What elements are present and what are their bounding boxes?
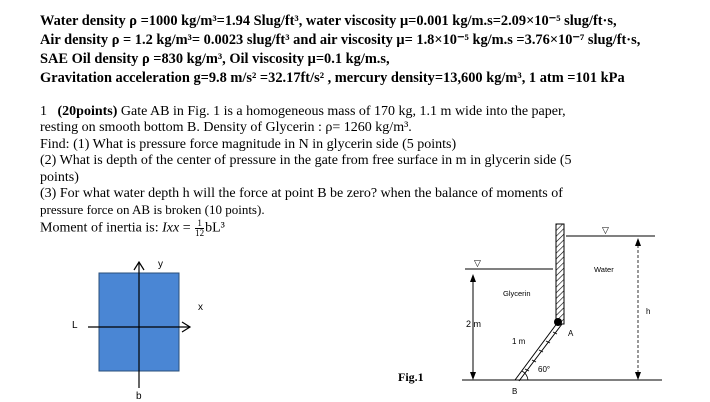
problem-density: resting on smooth bottom B. Density of Glycerin : ρ= 1260 kg/m³. <box>40 120 412 136</box>
question-3: (3) For what water depth h will the force at point B be zero? when the balance of moments of <box>40 186 563 202</box>
gate-ab <box>515 322 558 380</box>
problem-intro-text: Gate AB in Fig. 1 is a homogeneous mass of 170 kg, 1.1 m wide into the paper, <box>120 104 566 119</box>
gate-figure <box>462 224 662 396</box>
question-2: (2) What is depth of the center of pressure in the gate from free surface in m in glycerin side (5 <box>40 153 572 169</box>
gate-length-label: 1 m <box>512 337 526 346</box>
h-label: h <box>646 307 651 316</box>
glycerin-label: Glycerin <box>503 289 531 298</box>
inertia-equals: = <box>179 220 195 236</box>
depth-arrow-bottom <box>470 372 476 380</box>
cross-section-diagram <box>72 259 203 402</box>
question-3-cont: pressure force on AB is broken (10 points). <box>40 202 265 218</box>
constants-line-oil: SAE Oil density ρ =830 kg/m³, Oil viscosity μ=0.1 kg/m.s, <box>40 51 390 67</box>
depth-label: 2 m <box>466 319 482 329</box>
fraction-denominator: 12 <box>195 227 205 238</box>
depth-arrow-top <box>470 274 476 282</box>
constants-line-water: Water density ρ =1000 kg/m³=1.94 Slug/ft³, water viscosity μ=0.001 kg/m.s=2.09×10⁻⁵ slug/ft·s, <box>40 13 617 29</box>
inertia-prefix: Moment of inertia is: <box>40 220 163 236</box>
point-a-label: A <box>568 329 574 338</box>
constants-line-gravity: Gravitation acceleration g=9.8 m/s² =32.17ft/s² , mercury density=13,600 kg/m³, 1 atm =101 kPa <box>40 70 625 86</box>
h-arrow-top <box>635 238 641 246</box>
problem-number: 1 <box>40 104 47 119</box>
angle-label: 60° <box>538 365 551 374</box>
question-1: Find: (1) What is pressure force magnitude in N in glycerin side (5 points) <box>40 136 457 152</box>
inertia-variable: Ixx <box>162 220 180 236</box>
problem-points: (20points) <box>57 104 118 119</box>
question-2-cont: points) <box>40 169 79 185</box>
figure-caption: Fig.1 <box>398 370 424 384</box>
water-label: Water <box>594 265 614 274</box>
hinge-a <box>554 318 562 326</box>
wall <box>556 224 564 324</box>
y-label: y <box>158 259 163 270</box>
fraction-numerator: 1 <box>195 219 204 229</box>
h-arrow-bottom <box>635 372 641 380</box>
constants-line-air: Air density ρ = 1.2 kg/m³= 0.0023 slug/ft³ and air viscosity μ= 1.8×10⁻⁵ kg/m.s =3.76×10⁻⁷ slug/ft·s, <box>40 32 641 48</box>
l-label: L <box>72 320 78 331</box>
water-surface-symbol: ▽ <box>602 225 609 235</box>
point-b-label: B <box>512 387 518 396</box>
x-label: x <box>198 302 203 313</box>
inertia-suffix: bL³ <box>205 220 225 236</box>
glycerin-surface-symbol: ▽ <box>474 258 481 268</box>
b-label: b <box>136 391 142 402</box>
